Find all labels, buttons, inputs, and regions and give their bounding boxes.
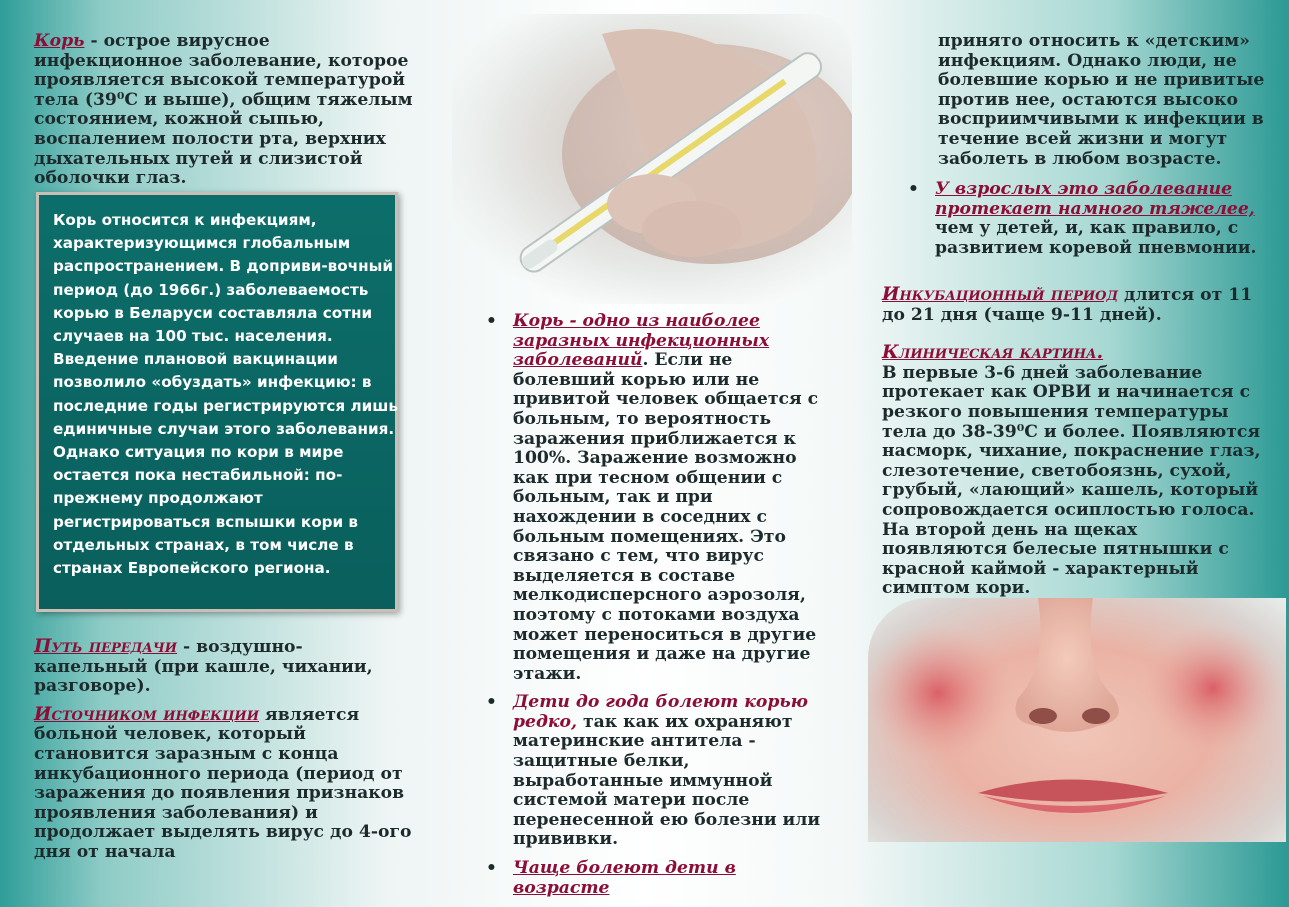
transmission-heading: Путь передачи bbox=[34, 636, 178, 657]
clinical-heading-line bbox=[882, 343, 1262, 364]
age-text: принято относить к «детским» инфекциям. Однако люди, не болевшие корью и не привитые против нее, остаются высоко восприимчивыми к инфекции в течение всей жизни и могут заболеть в любом возрасте. bbox=[938, 31, 1265, 169]
bullet-highlight: Чаще болеют дети в возрасте bbox=[513, 858, 736, 898]
adult-column bbox=[908, 180, 1268, 267]
clinical-column bbox=[882, 285, 1262, 599]
incubation-text: длится от 11 до 21 дня (чаще 9-11 дней). bbox=[882, 285, 1253, 325]
clinical-heading: Клиническая картина. bbox=[882, 342, 1104, 364]
incubation-heading: Инкубационный период bbox=[882, 284, 1119, 305]
transmission-paragraph bbox=[34, 637, 414, 697]
list-item bbox=[486, 859, 836, 898]
bullet-text: . Если не болевший корью или не привитой человек общается с больным, то вероятность заражения приближается к 100%. Заражение возможно как при тесном общении с больным, так и при нахождении в соседних с больным помещениях. Это связано с тем, что вирус выделяется в составе мелкодисперсного аэрозоля, поэтому с потоками воздуха может переноситься в другие помещения и даже на другие этажи. bbox=[513, 350, 819, 684]
intro-text: - острое вирусное инфекционное заболевание, которое проявляется высокой температурой тела (39⁰С и выше), общим тяжелым состоянием, кожной сыпью, воспалением полости рта, верхних дыхательных путей и слизистой оболочки глаз. bbox=[34, 31, 413, 189]
list-item bbox=[486, 312, 836, 684]
source-text: является больной человек, который становится заразным с конца инкубационного периода (период от заражения до появления признаков проявления заболевания) и продолжает выделять вирус до 4-ого дня от начала bbox=[34, 704, 412, 862]
thermometer-photo bbox=[452, 14, 852, 304]
intro-column bbox=[34, 32, 414, 189]
thermometer-illustration bbox=[452, 14, 852, 304]
info-box-text: Корь относится к инфекциям, характеризующимся глобальным распространением. В доприви-вочный период (до 1966г.) заболеваемость корью в Беларуси составляла сотни случаев на 100 тыс. населения. Введение плановой вакцинации позволило «обуздать» инфекцию: в последние годы регистрируются лишь единичные случаи этого заболевания. Однако ситуация по кори в мире остается пока нестабильной: по-прежнему продолжают регистрироваться вспышки кори в отдельных странах, в том числе в странах Европейского региона. bbox=[53, 211, 398, 578]
incubation-paragraph bbox=[882, 285, 1262, 325]
list-item bbox=[908, 180, 1268, 258]
bullet-highlight: У взрослых это заболевание протекает намного тяжелее, bbox=[935, 179, 1255, 219]
rash-face-photo bbox=[868, 598, 1286, 842]
adult-list bbox=[908, 180, 1268, 258]
source-paragraph bbox=[34, 705, 414, 863]
bullet-highlight: Корь - одно из наиболее заразных инфекционных заболеваний bbox=[513, 311, 770, 371]
source-heading: Источником инфекции bbox=[34, 703, 260, 725]
bullet-text: чем у детей, и, как правило, с развитием коревой пневмонии. bbox=[935, 218, 1257, 258]
contagion-column bbox=[486, 312, 836, 907]
contagion-list bbox=[486, 312, 836, 898]
bullet-text: так как их охраняют материнские антитела - защитные белки, выработанные иммунной системой матери после перенесенной ею болезни или прививки. bbox=[513, 711, 821, 850]
age-column bbox=[938, 32, 1278, 169]
list-item bbox=[486, 693, 836, 850]
face-illustration bbox=[868, 598, 1286, 842]
intro-paragraph bbox=[34, 32, 414, 189]
intro-term: Корь bbox=[34, 31, 85, 51]
bullet-highlight: Дети до года болеют корью редко, bbox=[513, 692, 808, 732]
transmission-text: - воздушно-капельный (при кашле, чихании, разговоре). bbox=[34, 637, 373, 697]
clinical-text: В первые 3-6 дней заболевание протекает как ОРВИ и начинается с резкого повышения температуры тела до 38-39⁰С и более. Появляются насморк, чихание, покраснение глаз, слезотечение, светобоязнь, сухой, грубый, «лающий» кашель, который сопровождается осиплостью голоса. На второй день на щеках появляются белесые пятнышки с красной каймой - характерный симптом кори. bbox=[882, 362, 1261, 599]
info-box bbox=[36, 192, 398, 612]
transmission-column bbox=[34, 637, 414, 863]
